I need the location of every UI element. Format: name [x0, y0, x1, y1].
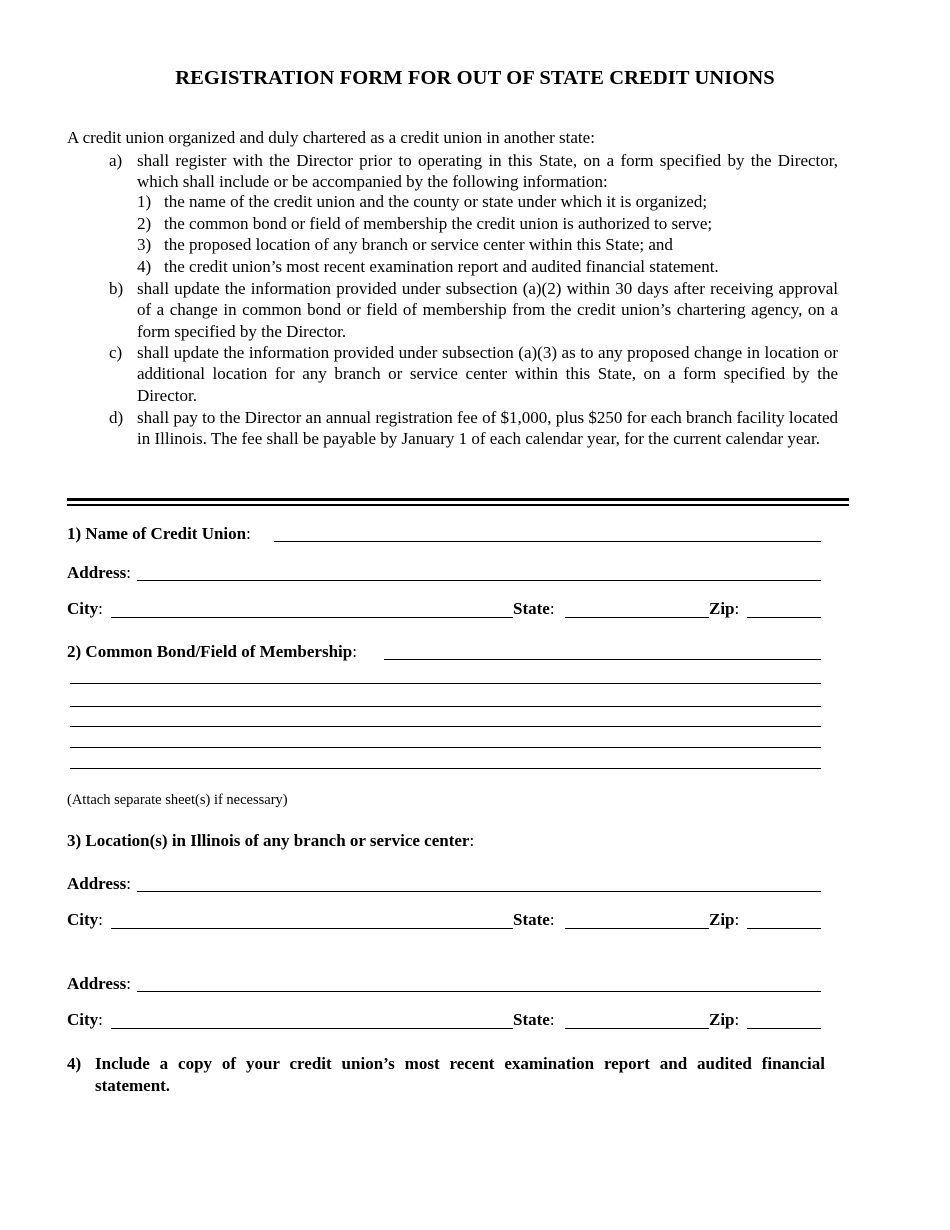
attach-note: (Attach separate sheet(s) if necessary): [67, 792, 288, 808]
name-label: 1) Name of Credit Union:: [67, 524, 251, 543]
subitem-number: 1): [137, 192, 152, 211]
requirement-c: [109, 342, 839, 408]
subitem-number: 2): [137, 214, 152, 233]
requirement-d: [109, 407, 839, 473]
common-bond-field[interactable]: [384, 659, 821, 660]
location-label: 3) Location(s) in Illinois of any branch or service center:: [67, 831, 475, 850]
requirement-a: [109, 150, 839, 194]
branch-state-field[interactable]: [565, 1028, 709, 1029]
branch-state-label: State:: [513, 1010, 555, 1029]
include-text: Include a copy of your credit union’s most recent examination report and audited financial statement.: [95, 1054, 825, 1095]
subitem-text: the proposed location of any branch or service center within this State; and: [164, 235, 673, 254]
state-field[interactable]: [565, 617, 709, 618]
name-field[interactable]: [274, 541, 821, 542]
page-title: REGISTRATION FORM FOR OUT OF STATE CREDIT UNIONS: [175, 67, 775, 89]
city-label: City:: [67, 599, 103, 618]
branch-address-label: Address:: [67, 974, 131, 993]
requirement-text: shall update the information provided under subsection (a)(2) within 30 days after receiving approval of a change in common bond or field of membership from the credit union’s chartering agency, on a form specified by the Director.: [137, 279, 838, 341]
branch-zip-label: Zip:: [709, 910, 740, 929]
branch-zip-field[interactable]: [747, 928, 821, 929]
branch-city-label: City:: [67, 1010, 103, 1029]
common-bond-line[interactable]: [70, 768, 821, 769]
branch-city-field[interactable]: [111, 928, 513, 929]
common-bond-line[interactable]: [70, 726, 821, 727]
common-bond-line[interactable]: [70, 683, 821, 684]
branch-city-field[interactable]: [111, 1028, 513, 1029]
subitem-number: 4): [137, 257, 152, 276]
section-divider: [67, 504, 849, 506]
address-field[interactable]: [137, 580, 821, 581]
common-bond-line[interactable]: [70, 747, 821, 748]
subitem-text: the common bond or field of membership the credit union is authorized to serve;: [164, 214, 713, 233]
branch-zip-label: Zip:: [709, 1010, 740, 1029]
requirement-text: shall register with the Director prior to operating in this State, on a form specified by the Director, which shall include or be accompanied by the following information:: [137, 151, 838, 192]
requirement-text: shall update the information provided under subsection (a)(3) as to any proposed change in location or additional location for any branch or service center within this State, on a form specified by the Director.: [137, 343, 838, 405]
zip-label: Zip:: [709, 599, 740, 618]
common-bond-label: 2) Common Bond/Field of Membership:: [67, 642, 357, 661]
section-divider: [67, 498, 849, 501]
branch-city-label: City:: [67, 910, 103, 929]
state-label: State:: [513, 599, 555, 618]
city-field[interactable]: [111, 617, 513, 618]
requirement-label: d): [109, 408, 124, 427]
requirement-label: a): [109, 151, 123, 170]
branch-address-field[interactable]: [137, 991, 821, 992]
branch-address-field[interactable]: [137, 891, 821, 892]
include-number: 4): [67, 1054, 82, 1073]
branch-state-field[interactable]: [565, 928, 709, 929]
requirement-label: b): [109, 279, 124, 298]
address-label: Address:: [67, 563, 131, 582]
subitem-number: 3): [137, 235, 152, 254]
common-bond-line[interactable]: [70, 706, 821, 707]
zip-field[interactable]: [747, 617, 821, 618]
requirement-b: [109, 278, 839, 344]
branch-state-label: State:: [513, 910, 555, 929]
branch-zip-field[interactable]: [747, 1028, 821, 1029]
subitem-text: the credit union’s most recent examination report and audited financial statement.: [164, 257, 719, 276]
subitem-text: the name of the credit union and the county or state under which it is organized;: [164, 192, 708, 211]
branch-address-label: Address:: [67, 874, 131, 893]
requirement-text: shall pay to the Director an annual registration fee of $1,000, plus $250 for each branch facility located in Illinois. The fee shall be payable by January 1 of each calendar year, for the current calendar year.: [137, 408, 839, 449]
requirement-label: c): [109, 343, 123, 362]
intro-text: A credit union organized and duly chartered as a credit union in another state:: [67, 128, 595, 147]
